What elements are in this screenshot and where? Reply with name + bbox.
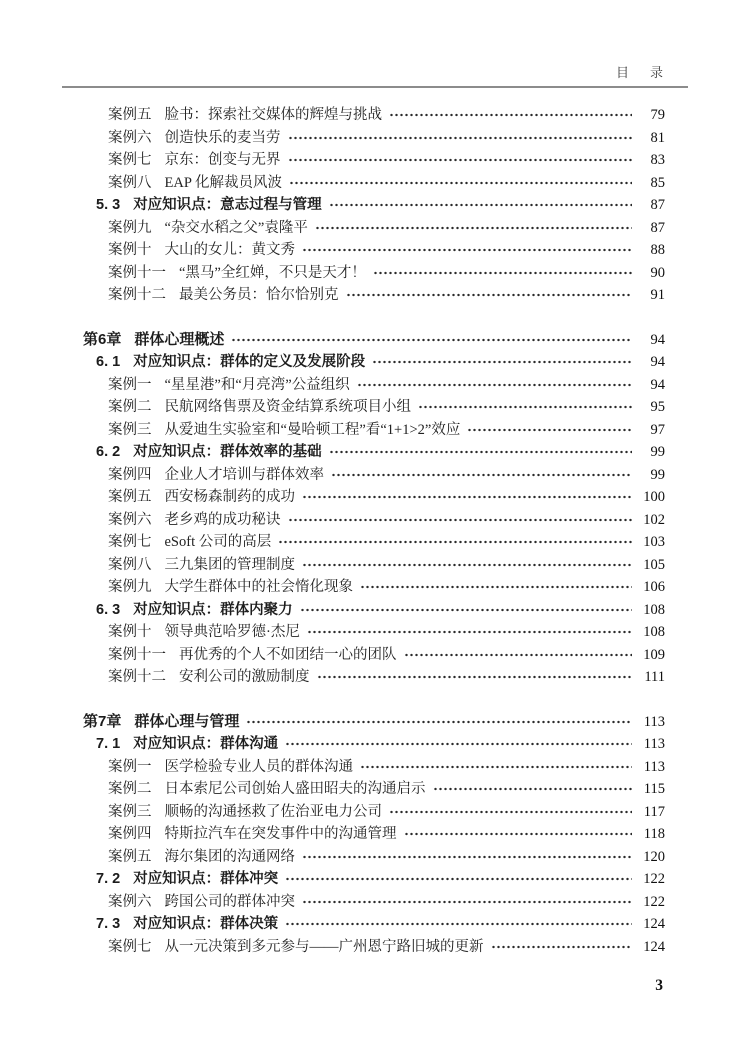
toc-entry: [83, 486, 665, 509]
entry-page-number: 105: [643, 556, 665, 573]
entry-label: 案例五: [108, 489, 152, 505]
dotted-leader: [389, 108, 632, 122]
entry-label: 案例六: [108, 511, 152, 528]
entry-page-number: 115: [643, 781, 665, 797]
toc-entry: [83, 711, 665, 734]
entry-label: 案例三: [108, 421, 152, 438]
dotted-leader: [302, 490, 632, 504]
entry-page-number: 124: [643, 938, 665, 955]
entry-label: 7. 3: [96, 916, 121, 932]
entry-page-number: 113: [643, 736, 665, 752]
entry-label: 案例十二: [108, 669, 166, 685]
entry-label: 6. 3: [96, 601, 121, 618]
dotted-leader: [404, 648, 633, 662]
dotted-leader: [289, 176, 632, 190]
toc-entry: [83, 104, 665, 127]
toc-entry: [83, 644, 665, 667]
toc-entry: [83, 666, 665, 689]
dotted-leader: [285, 737, 632, 751]
toc-entry: [83, 778, 665, 801]
toc-entry: [83, 531, 665, 554]
entry-title: 群体心理概述: [134, 330, 225, 348]
entry-page-number: 109: [643, 646, 665, 663]
entry-title: “星星港”和“月亮湾”公益组织: [164, 376, 350, 393]
entry-label: 案例三: [108, 803, 152, 820]
dotted-leader: [360, 580, 632, 594]
entry-label: 案例五: [108, 107, 152, 123]
toc-entry: [83, 801, 665, 824]
entry-page-number: 91: [650, 287, 665, 303]
entry-label: 案例十: [108, 624, 152, 640]
dotted-leader: [302, 895, 632, 909]
page-header: [616, 62, 667, 82]
dotted-leader: [372, 355, 632, 369]
entry-label: 第6章: [83, 330, 122, 348]
entry-label: 6. 1: [96, 354, 121, 370]
dotted-leader: [302, 850, 632, 864]
entry-page-number: 97: [650, 421, 665, 438]
entry-title: 对应知识点：群体沟通: [133, 736, 279, 752]
page-number: 3: [655, 977, 663, 994]
entry-title: 顺畅的沟通拯救了佐治亚电力公司: [164, 803, 382, 820]
toc-entry: [83, 127, 665, 150]
toc-entry: [83, 239, 665, 262]
entry-page-number: 108: [643, 601, 665, 618]
entry-page-number: 83: [650, 152, 665, 168]
entry-label: 案例六: [108, 893, 152, 910]
entry-page-number: 81: [650, 129, 665, 146]
entry-title: 日本索尼公司创始人盛田昭夫的沟通启示: [164, 781, 426, 797]
dotted-leader: [418, 400, 632, 414]
running-head-title: 目 录: [615, 65, 667, 80]
entry-label: 案例二: [108, 781, 152, 797]
entry-label: 7. 1: [96, 736, 121, 752]
dotted-leader: [329, 445, 632, 459]
entry-title: 特斯拉汽车在突发事件中的沟通管理: [164, 826, 397, 842]
dotted-leader: [404, 827, 633, 841]
toc-entry: [83, 351, 665, 374]
entry-page-number: 111: [644, 669, 665, 685]
entry-page-number: 90: [650, 264, 665, 281]
entry-label: 案例六: [108, 129, 152, 146]
entry-page-number: 103: [643, 534, 665, 550]
dotted-leader: [491, 940, 633, 954]
entry-title: 西安杨森制药的成功: [164, 489, 295, 505]
entry-title: 医学检验专业人员的群体沟通: [164, 758, 353, 775]
entry-page-number: 113: [643, 758, 665, 775]
entry-title: 大学生群体中的社会惰化现象: [164, 579, 353, 595]
toc-entry: [83, 868, 665, 891]
toc-entry: [83, 262, 665, 285]
entry-title: 海尔集团的沟通网络: [164, 848, 295, 865]
entry-page-number: 87: [650, 219, 665, 236]
entry-label: 案例九: [108, 579, 152, 595]
entry-title: 对应知识点：群体内聚力: [133, 601, 293, 618]
dotted-leader: [288, 513, 633, 527]
toc-entry: [83, 329, 665, 352]
toc-entry: [83, 464, 665, 487]
toc-entry: [83, 913, 665, 936]
dotted-leader: [331, 468, 632, 482]
entry-page-number: 100: [643, 489, 665, 505]
entry-page-number: 118: [643, 826, 665, 842]
entry-title: eSoft 公司的高层: [164, 534, 272, 550]
entry-title: 大山的女儿：黄文秀: [164, 242, 295, 258]
dotted-leader: [288, 131, 633, 145]
entry-label: 5. 3: [96, 197, 121, 213]
entry-label: 案例七: [108, 534, 152, 550]
entry-label: 案例八: [108, 174, 152, 191]
entry-page-number: 79: [650, 107, 665, 123]
entry-label: 6. 2: [96, 444, 121, 460]
entry-page-number: 88: [650, 242, 665, 258]
entry-title: 对应知识点：群体决策: [133, 916, 279, 932]
entry-title: 老乡鸡的成功秘诀: [164, 511, 281, 528]
entry-page-number: 108: [643, 624, 665, 640]
dotted-leader: [246, 715, 632, 729]
dotted-leader: [346, 288, 633, 302]
entry-page-number: 122: [643, 871, 665, 887]
entry-title: 对应知识点：群体的定义及发展阶段: [133, 354, 366, 370]
entry-title: 安利公司的激励制度: [179, 669, 310, 685]
entry-page-number: 99: [650, 466, 665, 483]
dotted-leader: [300, 603, 632, 617]
toc-entry: [83, 194, 665, 217]
entry-page-number: 102: [643, 511, 665, 528]
toc-entry: [83, 284, 665, 307]
entry-page-number: 94: [650, 376, 665, 393]
toc-entry: [83, 217, 665, 240]
toc-entry: [83, 756, 665, 779]
entry-title: EAP 化解裁员风波: [164, 174, 282, 191]
toc-entry: [83, 621, 665, 644]
page-footer: [655, 977, 663, 995]
toc-entry: [83, 441, 665, 464]
dotted-leader: [315, 221, 632, 235]
entry-label: 案例十一: [108, 264, 166, 281]
toc-list: [83, 104, 665, 958]
entry-page-number: 85: [650, 174, 665, 191]
entry-label: 案例十: [108, 242, 152, 258]
toc-entry: [83, 509, 665, 532]
toc-entry: [83, 599, 665, 622]
entry-page-number: 99: [650, 444, 665, 460]
entry-label: 案例四: [108, 826, 152, 842]
toc-entry: [83, 733, 665, 756]
entry-title: “杂交水稻之父”袁隆平: [164, 219, 308, 236]
entry-label: 案例十一: [108, 646, 166, 663]
dotted-leader: [433, 782, 633, 796]
toc-entry: [83, 823, 665, 846]
entry-title: “黑马”全红婵，不只是天才！: [179, 264, 366, 281]
entry-label: 案例七: [108, 938, 152, 955]
dotted-leader: [278, 535, 632, 549]
dotted-leader: [307, 625, 632, 639]
dotted-leader: [329, 198, 632, 212]
toc-entry: [83, 891, 665, 914]
entry-title: 三九集团的管理制度: [164, 556, 295, 573]
entry-title: 再优秀的个人不如团结一心的团队: [179, 646, 397, 663]
dotted-leader: [285, 872, 632, 886]
entry-title: 企业人才培训与群体效率: [164, 466, 324, 483]
entry-title: 跨国公司的群体冲突: [164, 893, 295, 910]
entry-title: 创造快乐的麦当劳: [164, 129, 281, 146]
entry-page-number: 124: [643, 916, 665, 932]
entry-page-number: 94: [650, 354, 665, 370]
entry-label: 第7章: [83, 712, 122, 730]
entry-label: 案例一: [108, 758, 152, 775]
entry-title: 领导典范哈罗德·杰尼: [164, 624, 300, 640]
entry-page-number: 113: [643, 713, 665, 730]
entry-title: 从爱迪生实验室和“曼哈顿工程”看“1+1>2”效应: [164, 421, 461, 438]
dotted-leader: [467, 423, 632, 437]
toc-entry: [83, 149, 665, 172]
entry-title: 群体心理与管理: [134, 712, 240, 730]
dotted-leader: [373, 266, 632, 280]
entry-page-number: 120: [643, 848, 665, 865]
entry-page-number: 122: [643, 893, 665, 910]
entry-page-number: 95: [650, 399, 665, 415]
entry-label: 案例十二: [108, 287, 166, 303]
entry-title: 京东：创变与无界: [164, 152, 281, 168]
entry-page-number: 94: [650, 331, 665, 348]
entry-label: 案例四: [108, 466, 152, 483]
entry-page-number: 106: [643, 579, 665, 595]
toc-entry: [83, 554, 665, 577]
entry-title: 最美公务员：恰尔恰别克: [179, 287, 339, 303]
dotted-leader: [231, 333, 632, 347]
dotted-leader: [302, 558, 632, 572]
entry-label: 案例二: [108, 399, 152, 415]
dotted-leader: [360, 760, 632, 774]
toc-entry: [83, 576, 665, 599]
toc-entry: [83, 374, 665, 397]
entry-title: 脸书：探索社交媒体的辉煌与挑战: [164, 107, 382, 123]
toc-entry: [83, 419, 665, 442]
entry-page-number: 117: [643, 803, 665, 820]
entry-title: 对应知识点：群体效率的基础: [133, 444, 322, 460]
entry-label: 案例一: [108, 376, 152, 393]
entry-title: 民航网络售票及资金结算系统项目小组: [164, 399, 411, 415]
entry-label: 7. 2: [96, 871, 121, 887]
dotted-leader: [302, 243, 632, 257]
dotted-leader: [285, 917, 632, 931]
dotted-leader: [317, 670, 633, 684]
dotted-leader: [357, 378, 632, 392]
toc-entry: [83, 846, 665, 869]
entry-label: 案例五: [108, 848, 152, 865]
entry-page-number: 87: [650, 197, 665, 213]
entry-label: 案例九: [108, 219, 152, 236]
header-rule: [62, 86, 688, 88]
entry-label: 案例七: [108, 152, 152, 168]
toc-entry: [83, 172, 665, 195]
entry-label: 案例八: [108, 556, 152, 573]
entry-title: 对应知识点：意志过程与管理: [133, 197, 322, 213]
dotted-leader: [389, 805, 632, 819]
entry-title: 对应知识点：群体冲突: [133, 871, 279, 887]
toc-entry: [83, 396, 665, 419]
dotted-leader: [288, 153, 633, 167]
entry-title: 从一元决策到多元参与——广州恩宁路旧城的更新: [164, 938, 484, 955]
toc-entry: [83, 936, 665, 959]
